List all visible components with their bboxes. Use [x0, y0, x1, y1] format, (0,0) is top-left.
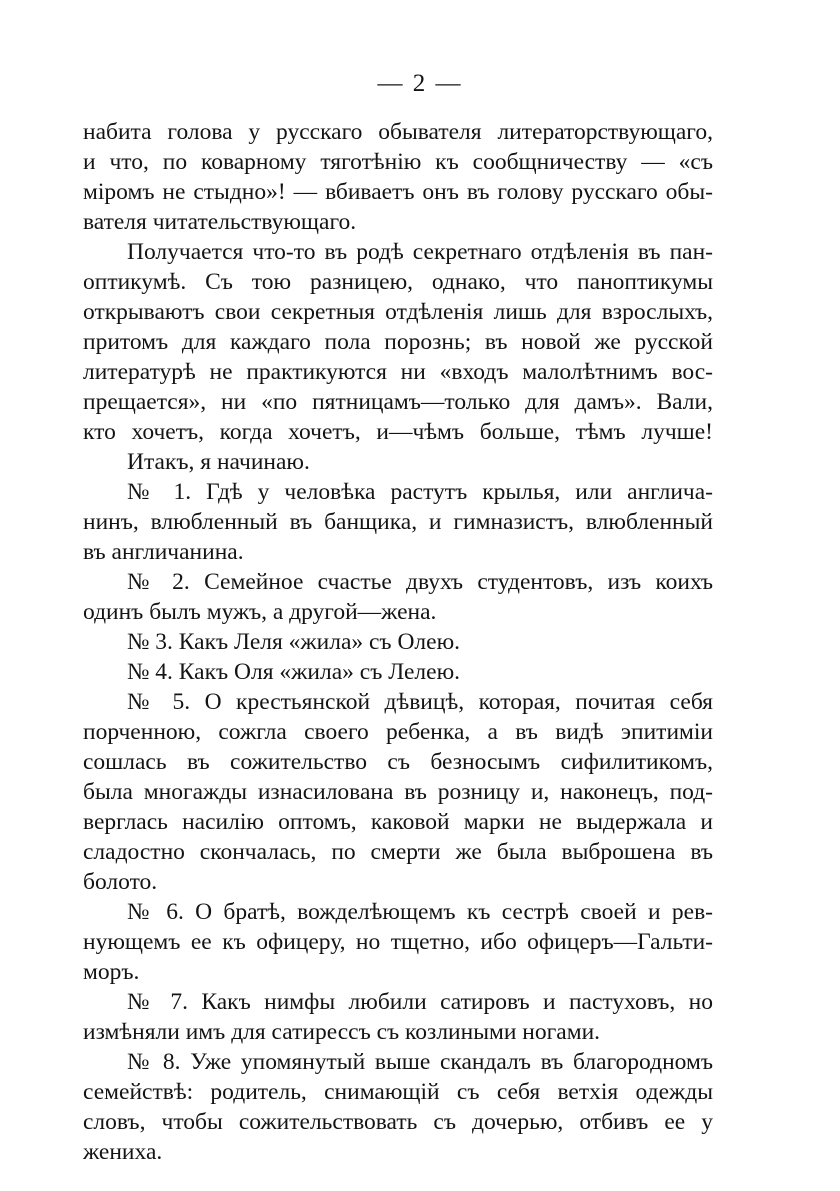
text-line: была многажды изнасилована въ розницу и, наконецъ, под- — [83, 779, 713, 805]
text-line: открываютъ свои секретныя отдѣленія лишь для взрослыхъ, — [83, 299, 713, 325]
text-line: № 5. О крестьянской дѣвицѣ, которая, почитая себя — [127, 689, 713, 715]
text-line: сладостно скончалась, по смерти же была выброшена въ — [83, 839, 713, 865]
text-line: № 3. Какъ Леля «жила» съ Олею. — [127, 629, 461, 655]
text-line: вателя читательствующаго. — [83, 209, 357, 235]
text-line: нинъ, влюбленный въ банщика, и гимназистъ, влюбленный — [83, 509, 713, 535]
text-line: № 2. Семейное счастье двухъ студентовъ, изъ коихъ — [127, 569, 713, 595]
text-line: одинъ былъ мужъ, а другой—жена. — [83, 599, 437, 625]
text-line: № 6. О братѣ, вожделѣющемъ къ сестрѣ своей и рев- — [127, 899, 713, 925]
text-line: въ англичанина. — [83, 539, 244, 565]
text-line: міромъ не стыдно»! — вбиваетъ онъ въ голову русскаго обы- — [83, 179, 713, 205]
text-line: набита голова у русскаго обывателя литераторствующаго, — [83, 119, 713, 145]
text-line: и что, по коварному тяготѣнію къ сообщничеству — «съ — [83, 149, 713, 175]
text-line: моръ. — [83, 959, 140, 985]
page-number: — 2 — — [377, 70, 463, 97]
text-line: нующемъ ее къ офицеру, но тщетно, ибо офицеръ—Гальти- — [83, 929, 713, 955]
text-line: измѣняли имъ для сатирессъ съ козлиными ногами. — [83, 1019, 601, 1045]
text-line: Получается что-то въ родѣ секретнаго отдѣленія въ пан- — [127, 239, 713, 265]
text-line: Итакъ, я начинаю. — [127, 449, 310, 475]
text-line: порченною, сожгла своего ребенка, а въ видѣ эпитиміи — [83, 719, 713, 745]
text-line: № 7. Какъ нимфы любили сатировъ и пастуховъ, но — [127, 989, 713, 1015]
text-line: кто хочетъ, когда хочетъ, и—чѣмъ больше, тѣмъ лучше! — [83, 419, 713, 445]
text-line: сошлась въ сожительство съ безносымъ сифилитикомъ, — [83, 749, 713, 775]
text-line: жениха. — [83, 1139, 163, 1165]
text-line: болото. — [83, 869, 158, 895]
text-line: № 8. Уже упомянутый выше скандалъ въ благородномъ — [127, 1049, 713, 1075]
text-line: № 1. Гдѣ у человѣка растутъ крылья, или англича- — [127, 479, 713, 505]
text-line: литературѣ не практикуются ни «входъ малолѣтнимъ вос- — [83, 359, 713, 385]
text-line: оптикумѣ. Съ тою разницею, однако, что паноптикумы — [83, 269, 713, 295]
text-line: прещается», ни «по пятницамъ—только для дамъ». Вали, — [83, 389, 713, 415]
text-line: верглась насилію оптомъ, каковой марки не выдержала и — [83, 809, 713, 835]
text-line: словъ, чтобы сожительствовать съ дочерью, отбивъ ее у — [83, 1109, 713, 1135]
text-line: притомъ для каждаго пола порознь; въ новой же русской — [83, 329, 713, 355]
text-line: № 4. Какъ Оля «жила» съ Лелею. — [127, 659, 461, 685]
text-line: семействѣ: родитель, снимающій съ себя ветхія одежды — [83, 1079, 713, 1105]
